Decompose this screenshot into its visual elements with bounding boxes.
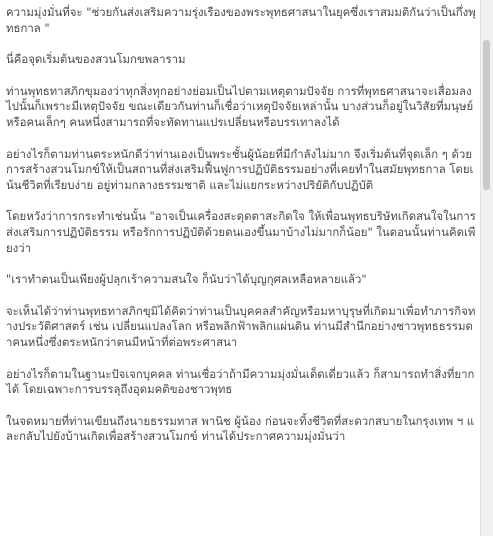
paragraph: "เราทำตนเป็นเพียงผู้ปลุกเร้าความสนใจ ก็นับว่าได้บุญกุศลเหลือหลายแล้ว"	[6, 272, 367, 287]
paragraph: โดยหวังว่าการกระทำเช่นนั้น "อาจเป็นเครื่องสะดุดตาสะกิดใจ ให้เพื่อนพุทธบริษัทเกิดสนใจในการส่งเสริมการปฏิบัติธรรม หรือรักการปฏิบัติด้วยตนเองขึ้นมาบ้างไม่มากก็น้อย" ในตอนนั้นท่านคิดเพียงว่า	[6, 209, 476, 255]
article-body	[6, 5, 476, 445]
paragraph: อย่างไรก็ตามท่านตระหนักดีว่าท่านเองเป็นพระชั้นผู้น้อยที่มีกำลังไม่มาก จึงเริ่มต้นที่จุดเล็ก ๆ ด้วยการสร้างสวนโมกข์ให้เป็นสถานที่ส่งเสริมฟื้นฟูการปฏิบัติธรรมอย่างที่เคยทำในสมัยพุทธกาล โดยเน้นชีวิตที่เรียบง่าย อยู่ท่ามกลางธรรมชาติ และไม่แยกระหว่างปริยัติกับปฏิบัติ	[6, 146, 474, 192]
paragraph: ท่านพุทธทาสภิกขุมองว่าทุกสิ่งทุกอย่างย่อมเป็นไปตามเหตุตามปัจจัย การที่พุทธศาสนาจะเสื่อมลงไปนั้นก็เพราะมีเหตุปัจจัย ขณะเดียวกันท่านก็เชื่อว่าเหตุปัจจัยเหล่านั้น บางส่วนก็อยู่ในวิสัยที่มนุษย์หรือคนเล็กๆ คนหนึ่งสามารถที่จะทัดทานแปรเปลี่ยนหรือบรรเทาลงได้	[6, 83, 474, 129]
paragraph: จะเห็นได้ว่าท่านพุทธทาสภิกขุมิได้คิดว่าท่านเป็นบุคคลสำคัญหรือมหาบุรุษที่เกิดมาเพื่อทำภารกิจทางประวัติศาสตร์ เช่น เปลี่ยนแปลงโลก หรือพลิกฟ้าพลิกแผ่นดิน ท่านมีสำนึกอย่างชาวพุทธธรรมดาคนหนึ่งซึ่งตระหนักว่าตนมีหน้าที่ต่อพระศาสนา	[6, 303, 476, 349]
paragraph: ความมุ่งมั่นที่จะ "ช่วยกันส่งเสริมความรุ่งเรืองของพระพุทธศาสนาในยุคซึ่งเราสมมติกันว่าเป็นกึ่งพุทธกาล "	[6, 5, 476, 35]
paragraph: อย่างไรก็ตามในฐานะปัจเจกบุคคล ท่านเชื่อว่าถ้ามีความมุ่งมั่นเด็ดเดี่ยวแล้ว ก็สามารถทำสิ่งที่ยากได้ โดยเฉพาะการบรรลุถึงอุดมคติของชาวพุทธ	[6, 366, 475, 397]
vertical-scrollbar[interactable]	[480, 0, 493, 536]
paragraph: ในจดหมายที่ท่านเขียนถึงนายธรรมทาส พานิช ผู้น้อง ก่อนจะทิ้งชีวิตที่สะดวกสบายในกรุงเทพ ฯ และกลับไปยังบ้านเกิดเพื่อสร้างสวนโมกข์ ท่านได้ประกาศความมุ่งมั่นว่า	[6, 413, 475, 444]
scrollbar-thumb[interactable]	[483, 40, 490, 190]
paragraph: นี่คือจุดเริ่มต้นของสวนโมกขพลาราม	[6, 52, 186, 67]
